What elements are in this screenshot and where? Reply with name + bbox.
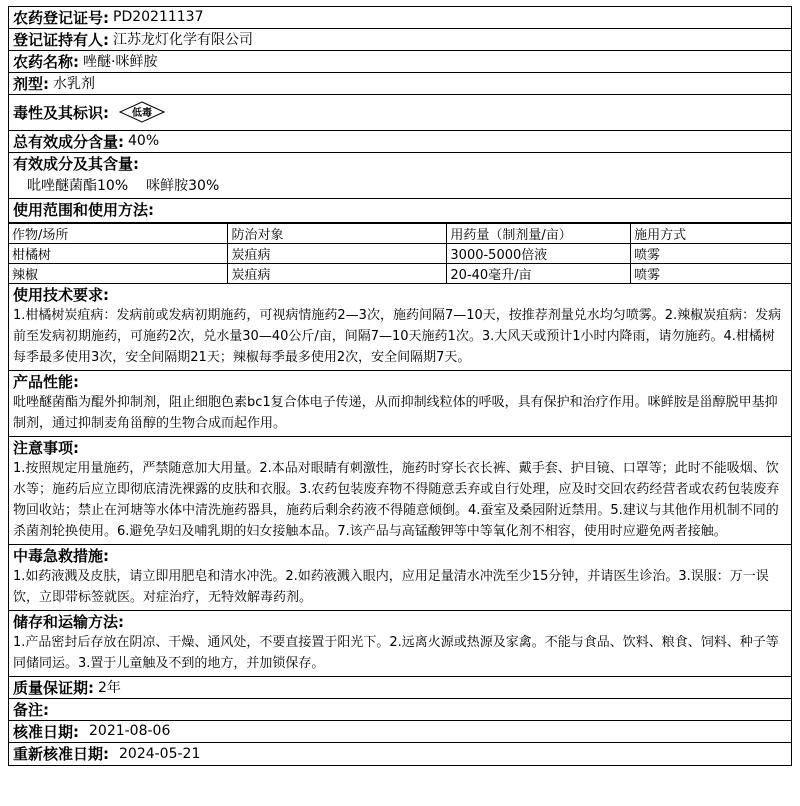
- table-cell: 喷雾: [631, 264, 791, 284]
- tech-requirements-text: 1.柑橘树炭疽病：发病前或发病初期施药，可视病情施药2—3次，施药间隔7—10天，按推荐剂量兑水均匀喷雾。2.辣椒炭疽病：发病前至发病初期施药，可施药2次，兑水量30—40公斤/亩，间隔7—10天施药1次。3.大风天或预计1小时内降雨，请勿施药。4.柑橘树每季最多使用3次，安全间隔期21天；辣椒每季最多使用2次，安全间隔期7天。: [13, 308, 782, 365]
- toxicity-badge-text: 低毒: [132, 108, 152, 119]
- usage-heading-row: [9, 199, 791, 223]
- reapproval-date-label: 重新核准日期:: [13, 745, 109, 763]
- performance-label: 产品性能:: [13, 373, 79, 391]
- approval-date-label: 核准日期:: [13, 722, 79, 741]
- ingredients-row: [9, 153, 791, 199]
- table-header-cell: 防治对象: [228, 224, 447, 244]
- usage-label: 使用范围和使用方法:: [13, 201, 154, 219]
- total-content-label: 总有效成分含量:: [13, 132, 124, 151]
- table-cell: 3000-5000倍液: [447, 244, 631, 264]
- shelf-life-label: 质量保证期:: [13, 678, 94, 697]
- registration-row: [9, 7, 791, 29]
- ingredients-label: 有效成分及其含量:: [13, 155, 139, 173]
- formulation-label: 剂型:: [13, 74, 49, 93]
- ingredients-list: [13, 174, 787, 196]
- storage-label: 储存和运输方法:: [13, 613, 124, 631]
- holder-row: [9, 29, 791, 51]
- reapproval-date-value: 2024-05-21: [119, 745, 201, 762]
- tech-requirements-row: [9, 284, 791, 371]
- formulation-value: 水乳剂: [53, 76, 95, 92]
- registration-value: PD20211137: [113, 9, 204, 25]
- approval-date-value: 2021-08-06: [89, 723, 171, 739]
- holder-value: 江苏龙灯化学有限公司: [113, 32, 253, 48]
- ingredient-item: 咪鲜胺30%: [146, 178, 220, 194]
- storage-row: [9, 611, 791, 677]
- table-cell: 20-40毫升/亩: [447, 264, 631, 284]
- name-value: 唑醚·咪鲜胺: [83, 54, 158, 70]
- ingredient-item: 吡唑醚菌酯10%: [27, 178, 129, 194]
- table-cell: 喷雾: [631, 244, 791, 264]
- storage-text: 1.产品密封后存放在阴凉、干燥、通风处，不要直接置于阳光下。2.远离火源或热源及家禽。不能与食品、饮料、粮食、饲料、种子等同储同运。3.置于儿童触及不到的地方，并加锁保存。: [13, 635, 779, 671]
- table-header-cell: 作物/场所: [9, 224, 228, 244]
- reapproval-date-row: [9, 743, 791, 765]
- table-cell: 辣椒: [9, 264, 228, 284]
- approval-date-row: [9, 721, 791, 743]
- first-aid-row: [9, 545, 791, 611]
- usage-table: [9, 223, 791, 283]
- performance-text: 吡唑醚菌酯为醌外抑制剂，阻止细胞色素bc1复合体电子传递，从而抑制线粒体的呼吸，具有保护和治疗作用。咪鲜胺是甾醇脱甲基抑制剂，通过抑制麦角甾醇的生物合成而起作用。: [13, 395, 778, 431]
- name-label: 农药名称:: [13, 52, 79, 71]
- table-cell: 炭疽病: [228, 264, 447, 284]
- performance-row: [9, 371, 791, 437]
- shelf-life-value: 2年: [98, 680, 121, 696]
- remarks-row: [9, 699, 791, 721]
- first-aid-label: 中毒急救措施:: [13, 547, 109, 565]
- low-toxicity-badge-icon: [119, 101, 165, 123]
- name-row: [9, 51, 791, 73]
- total-content-row: [9, 131, 791, 153]
- registration-label: 农药登记证号:: [13, 8, 109, 27]
- table-header-cell: 施用方式: [631, 224, 791, 244]
- tech-requirements-label: 使用技术要求:: [13, 286, 109, 304]
- first-aid-text: 1.如药液溅及皮肤，请立即用肥皂和清水冲洗。2.如药液溅入眼内，应用足量清水冲洗至少15分钟，并请医生诊治。3.误服：万一误饮，立即带标签就医。对症治疗，无特效解毒药剂。: [13, 569, 769, 605]
- shelf-life-row: [9, 677, 791, 699]
- table-row: [9, 244, 791, 264]
- formulation-row: [9, 73, 791, 95]
- table-cell: 炭疽病: [228, 244, 447, 264]
- usage-table-row: [9, 223, 791, 284]
- pesticide-label-sheet: [8, 6, 792, 766]
- remarks-label: 备注:: [13, 700, 49, 719]
- table-header-cell: 用药量（制剂量/亩）: [447, 224, 631, 244]
- holder-label: 登记证持有人:: [13, 30, 109, 49]
- total-content-value: 40%: [128, 133, 160, 149]
- notes-label: 注意事项:: [13, 439, 79, 457]
- table-header-row: [9, 224, 791, 244]
- table-cell: 柑橘树: [9, 244, 228, 264]
- notes-text: 1.按照规定用量施药，严禁随意加大用量。2.本品对眼睛有刺激性，施药时穿长衣长裤、戴手套、护目镜、口罩等；此时不能吸烟、饮水等；施药后应立即彻底清洗裸露的皮肤和衣服。3.农药包装废弃物不得随意丢弃或自行处理，应及时交回农药经营者或农药包装废弃物回收站；禁止在河塘等水体中清洗施药器具，施药后剩余药液不得随意倾倒。4.蚕室及桑园附近禁用。5.建议与其他作用机制不同的杀菌剂轮换使用。6.避免孕妇及哺乳期的妇女接触本品。7.该产品与高锰酸钾等中等氧化剂不相容，使用时应避免两者接触。: [13, 461, 780, 539]
- notes-row: [9, 437, 791, 545]
- toxicity-label: 毒性及其标识:: [13, 103, 109, 122]
- toxicity-row: [9, 95, 791, 131]
- table-row: [9, 264, 791, 284]
